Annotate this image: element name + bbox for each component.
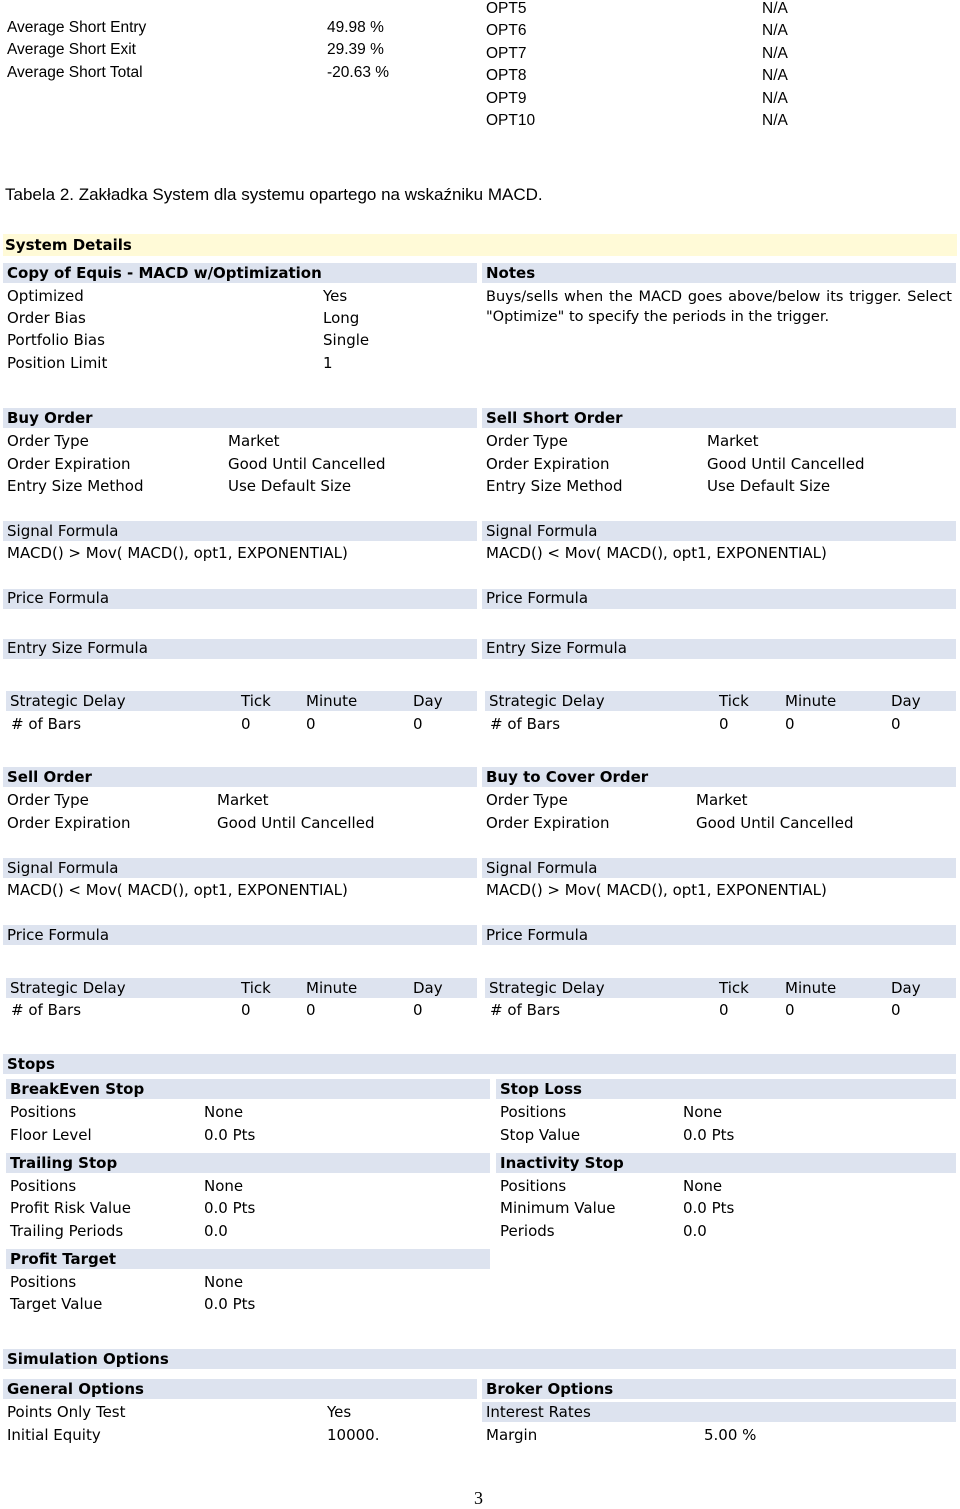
signal-formula: MACD() < Mov( MACD(), opt1, EXPONENTIAL) <box>486 544 827 562</box>
system-name: Copy of Equis - MACD w/Optimization <box>7 264 322 282</box>
inactivity-stop-title: Inactivity Stop <box>500 1154 624 1172</box>
delay-header: Day <box>891 979 921 997</box>
stat-value: 49.98 % <box>327 19 384 36</box>
detail-value: Yes <box>323 287 348 305</box>
opt-label: OPT5 <box>486 0 527 17</box>
stat-value: -20.63 % <box>327 64 390 81</box>
delay-header: Minute <box>306 692 358 710</box>
option-value: 10000. <box>327 1426 380 1444</box>
delay-value: 0 <box>719 1001 729 1019</box>
margin-value: 5.00 % <box>704 1426 757 1444</box>
margin-label: Margin <box>486 1426 538 1444</box>
order-value: Good Until Cancelled <box>707 455 865 473</box>
system-details-header <box>3 234 957 256</box>
stops-title: Stops <box>7 1055 55 1073</box>
stop-value: 0.0 <box>683 1222 707 1240</box>
delay-value: 0 <box>891 1001 901 1019</box>
general-options-title: General Options <box>7 1380 144 1398</box>
delay-value: 0 <box>306 1001 316 1019</box>
stop-label: Positions <box>10 1177 77 1195</box>
notes-title: Notes <box>486 264 536 282</box>
detail-label: Portfolio Bias <box>7 331 105 349</box>
option-value: Yes <box>327 1403 352 1421</box>
order-label: Order Expiration <box>7 814 131 832</box>
order-label: Entry Size Method <box>7 477 144 495</box>
detail-value: 1 <box>323 354 333 372</box>
stop-value: None <box>683 1103 723 1121</box>
stop-loss-title: Stop Loss <box>500 1080 582 1098</box>
stop-value: None <box>204 1103 244 1121</box>
price-formula-label: Price Formula <box>486 589 589 607</box>
delay-header: Strategic Delay <box>489 692 605 710</box>
delay-value: 0 <box>413 1001 423 1019</box>
opt-label: OPT9 <box>486 90 527 107</box>
stop-label: Positions <box>500 1103 567 1121</box>
signal-formula-label: Signal Formula <box>486 859 598 877</box>
opt-value: N/A <box>762 22 788 39</box>
delay-header: Tick <box>719 692 749 710</box>
entry-size-formula-label: Entry Size Formula <box>7 639 148 657</box>
opt-value: N/A <box>762 45 788 62</box>
stop-label: Periods <box>500 1222 555 1240</box>
stop-value: None <box>204 1273 244 1291</box>
delay-value: 0 <box>785 715 795 733</box>
stop-value: 0.0 Pts <box>683 1126 735 1144</box>
stop-value: None <box>683 1177 723 1195</box>
delay-value: 0 <box>785 1001 795 1019</box>
price-formula-label: Price Formula <box>7 926 110 944</box>
notes-text: Buys/sells when the MACD goes above/below its trigger. Select "Optimize" to specify the periods in the trigger. <box>486 289 952 325</box>
order-value: Market <box>707 432 759 450</box>
stop-value: 0.0 Pts <box>204 1295 256 1313</box>
delay-value: 0 <box>413 715 423 733</box>
delay-value: # of Bars <box>11 715 82 733</box>
price-formula-label: Price Formula <box>7 589 110 607</box>
opt-label: OPT8 <box>486 67 527 84</box>
option-label: Initial Equity <box>7 1426 101 1444</box>
order-label: Order Type <box>7 791 89 809</box>
order-value: Use Default Size <box>228 477 352 495</box>
notes-header <box>482 263 956 283</box>
order-value: Market <box>217 791 269 809</box>
signal-formula: MACD() > Mov( MACD(), opt1, EXPONENTIAL) <box>7 544 348 562</box>
option-label: Points Only Test <box>7 1403 126 1421</box>
delay-value: 0 <box>891 715 901 733</box>
stop-label: Trailing Periods <box>10 1222 124 1240</box>
delay-value: # of Bars <box>490 715 561 733</box>
entry-size-formula-label: Entry Size Formula <box>486 639 627 657</box>
delay-header: Tick <box>241 979 271 997</box>
stop-label: Floor Level <box>10 1126 92 1144</box>
stop-label: Stop Value <box>500 1126 581 1144</box>
delay-header: Day <box>413 979 443 997</box>
signal-formula: MACD() < Mov( MACD(), opt1, EXPONENTIAL) <box>7 881 348 899</box>
order-value: Good Until Cancelled <box>696 814 854 832</box>
opt-label: OPT10 <box>486 112 536 129</box>
detail-label: Order Bias <box>7 309 86 327</box>
stop-value: 0.0 Pts <box>204 1126 256 1144</box>
order-value: Market <box>228 432 280 450</box>
stops-header <box>3 1054 956 1074</box>
price-formula-label: Price Formula <box>486 926 589 944</box>
signal-formula-label: Signal Formula <box>7 522 119 540</box>
buy-to-cover-order-title: Buy to Cover Order <box>486 768 649 786</box>
broker-options-title: Broker Options <box>486 1380 614 1398</box>
delay-header: Minute <box>785 979 837 997</box>
opt-value: N/A <box>762 112 788 129</box>
order-label: Order Expiration <box>486 455 610 473</box>
page-number: 3 <box>474 1488 483 1508</box>
delay-header: Strategic Delay <box>10 692 126 710</box>
system-details-title: System Details <box>5 236 132 254</box>
signal-formula: MACD() > Mov( MACD(), opt1, EXPONENTIAL) <box>486 881 827 899</box>
order-value: Good Until Cancelled <box>228 455 386 473</box>
breakeven-stop-title: BreakEven Stop <box>10 1080 145 1098</box>
delay-value: 0 <box>719 715 729 733</box>
order-label: Order Type <box>486 432 568 450</box>
delay-value: 0 <box>241 715 251 733</box>
sell-short-order-title: Sell Short Order <box>486 409 623 427</box>
delay-value: 0 <box>241 1001 251 1019</box>
order-label: Order Expiration <box>486 814 610 832</box>
order-value: Good Until Cancelled <box>217 814 375 832</box>
detail-value: Single <box>323 331 370 349</box>
stop-value: None <box>204 1177 244 1195</box>
delay-header: Day <box>413 692 443 710</box>
opt-value: N/A <box>762 67 788 84</box>
detail-label: Optimized <box>7 287 84 305</box>
order-label: Entry Size Method <box>486 477 623 495</box>
simulation-options-title: Simulation Options <box>7 1350 169 1368</box>
delay-header: Tick <box>241 692 271 710</box>
delay-header: Tick <box>719 979 749 997</box>
order-label: Order Type <box>486 791 568 809</box>
order-label: Order Expiration <box>7 455 131 473</box>
trailing-stop-title: Trailing Stop <box>10 1154 118 1172</box>
delay-value: # of Bars <box>11 1001 82 1019</box>
opt-value: N/A <box>762 0 788 17</box>
sell-order-title: Sell Order <box>7 768 92 786</box>
order-label: Order Type <box>7 432 89 450</box>
opt-label: OPT6 <box>486 22 527 39</box>
profit-target-title: Profit Target <box>10 1250 117 1268</box>
delay-value: # of Bars <box>490 1001 561 1019</box>
order-value: Use Default Size <box>707 477 831 495</box>
stop-label: Positions <box>10 1273 77 1291</box>
stop-label: Positions <box>500 1177 567 1195</box>
buy-order-title: Buy Order <box>7 409 93 427</box>
stop-label: Profit Risk Value <box>10 1199 131 1217</box>
stat-label: Average Short Total <box>7 64 143 81</box>
stop-value: 0.0 Pts <box>204 1199 256 1217</box>
stop-label: Positions <box>10 1103 77 1121</box>
delay-value: 0 <box>306 715 316 733</box>
stat-label: Average Short Exit <box>7 41 136 58</box>
signal-formula-label: Signal Formula <box>7 859 119 877</box>
stop-label: Minimum Value <box>500 1199 616 1217</box>
detail-label: Position Limit <box>7 354 108 372</box>
stop-label: Target Value <box>10 1295 103 1313</box>
signal-formula-label: Signal Formula <box>486 522 598 540</box>
delay-header: Minute <box>785 692 837 710</box>
delay-header: Strategic Delay <box>10 979 126 997</box>
stop-value: 0.0 Pts <box>683 1199 735 1217</box>
delay-header: Day <box>891 692 921 710</box>
stat-value: 29.39 % <box>327 41 384 58</box>
delay-header: Strategic Delay <box>489 979 605 997</box>
table-caption: Tabela 2. Zakładka System dla systemu opartego na wskaźniku MACD. <box>5 185 543 204</box>
order-value: Market <box>696 791 748 809</box>
stop-value: 0.0 <box>204 1222 228 1240</box>
opt-label: OPT7 <box>486 45 527 62</box>
stat-label: Average Short Entry <box>7 19 147 36</box>
detail-value: Long <box>323 309 360 327</box>
delay-header: Minute <box>306 979 358 997</box>
interest-rates-label: Interest Rates <box>486 1403 591 1421</box>
opt-value: N/A <box>762 90 788 107</box>
